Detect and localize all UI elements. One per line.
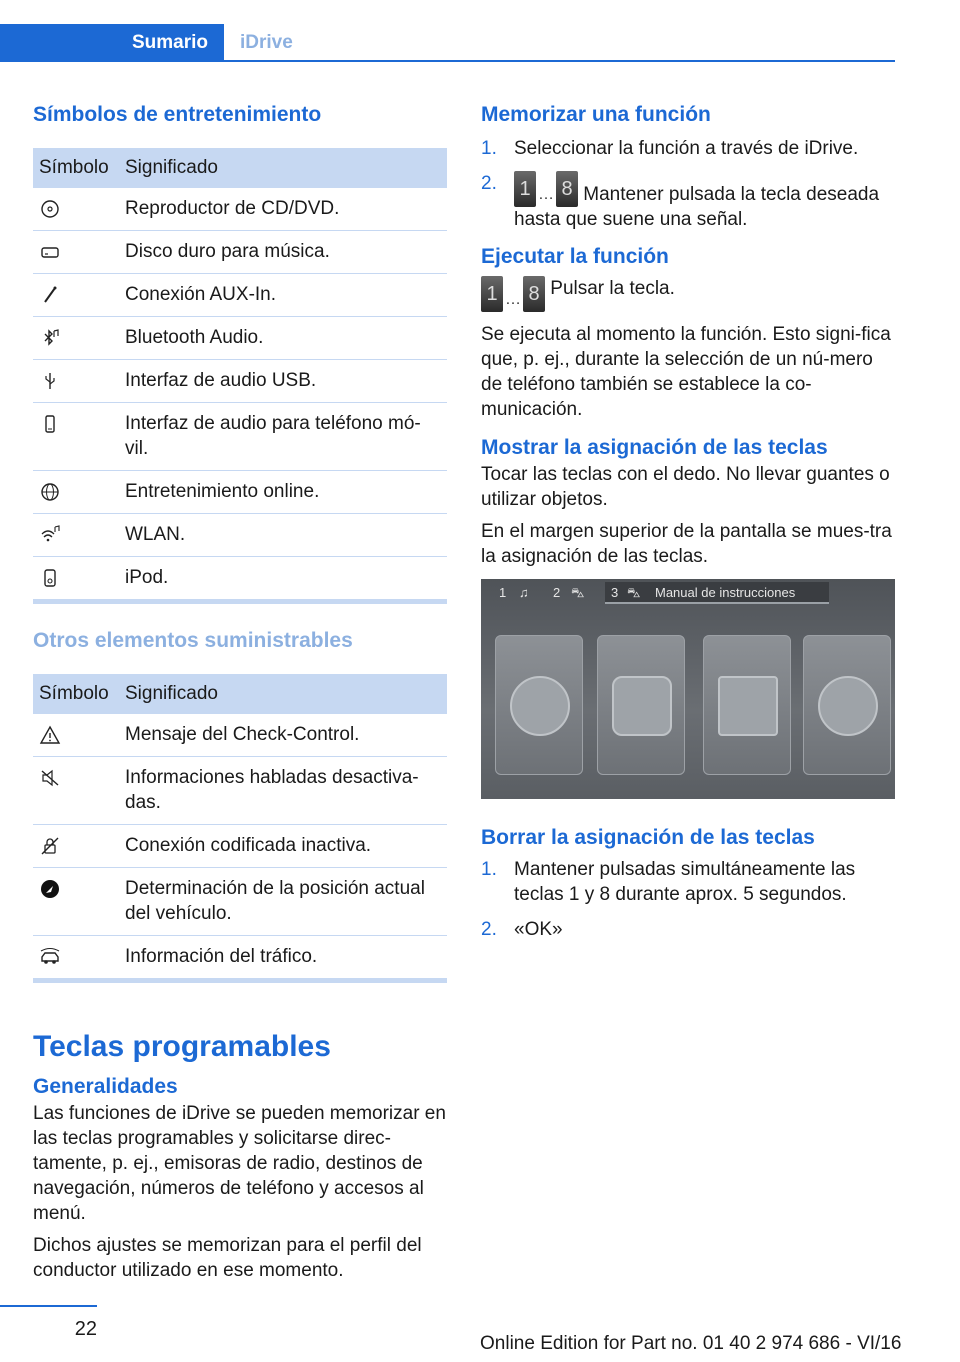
table-row — [33, 188, 447, 231]
table-row — [33, 274, 447, 317]
wlan-icon — [39, 524, 61, 546]
page-number: 22 — [74, 1318, 97, 1340]
list-item: 2. 1 … 8 Mantener pulsada la tecla deseada hasta que suene una señal. — [481, 173, 880, 230]
show-paragraph-1: Tocar las teclas con el dedo. No llevar guantes o utilizar objetos. — [481, 464, 890, 510]
speech-off-icon — [39, 767, 61, 789]
bluetooth-tile — [495, 635, 583, 775]
table-row — [33, 825, 447, 868]
right-column — [481, 100, 895, 952]
aux-plug-icon — [39, 284, 61, 306]
programmable-keys-title: Teclas programables — [33, 1030, 331, 1063]
entertainment-title: Símbolos de entretenimiento — [33, 103, 322, 126]
general-paragraph-2: Dichos ajustes se memorizan para el perfil del conductor utilizado en ese momento. — [33, 1235, 422, 1281]
col-meaning: Significado — [119, 674, 447, 714]
encryption-off-icon — [39, 835, 61, 857]
table-row — [33, 471, 447, 514]
table-row — [33, 231, 447, 274]
symbol-meaning: Interfaz de audio para teléfono mó- vil. — [119, 403, 447, 471]
footer-line — [0, 1305, 97, 1307]
table-row — [33, 403, 447, 471]
online-tile — [803, 635, 891, 775]
table-row — [33, 317, 447, 360]
header-tabs — [0, 24, 895, 62]
delete-title: Borrar la asignación de las teclas — [481, 826, 815, 849]
entertainment-table — [33, 148, 447, 604]
edition-text: Online Edition for Part no. 01 40 2 974 686 - VI/16 — [480, 1333, 902, 1354]
mobile-phone-icon — [39, 413, 61, 435]
disc-icon — [39, 198, 61, 220]
symbol-meaning: Reproductor de CD/DVD. — [119, 188, 447, 231]
general-paragraph-1: Las funciones de iDrive se pueden memorizar en las teclas programables y solicitarse direc-tamente, p. ej., emisoras de radio, destinos de navegación, números de teléfono y accesos al menú. — [33, 1103, 446, 1224]
memorize-title: Memorizar una función — [481, 103, 711, 126]
symbol-meaning: Conexión AUX-In. — [119, 274, 447, 317]
col-symbol: Símbolo — [33, 674, 119, 714]
warning-triangle-icon — [39, 724, 61, 746]
key-1-icon: 1 — [481, 276, 503, 312]
phone-tile — [597, 635, 685, 775]
execute-title: Ejecutar la función — [481, 245, 669, 268]
symbol-meaning: Informaciones habladas desactiva- das. — [119, 757, 447, 825]
col-symbol: Símbolo — [33, 148, 119, 188]
symbol-meaning: Conexión codificada inactiva. — [119, 825, 447, 868]
traffic-car-icon — [39, 946, 61, 968]
ipod-icon — [39, 567, 61, 589]
general-title: Generalidades — [33, 1075, 178, 1098]
symbol-meaning: Información del tráfico. — [119, 936, 447, 981]
music-note-icon: ♫ — [519, 585, 529, 600]
other-table — [33, 674, 447, 983]
symbol-meaning: Disco duro para música. — [119, 231, 447, 274]
key-1-icon: 1 — [514, 171, 536, 207]
symbol-meaning: Interfaz de audio USB. — [119, 360, 447, 403]
show-paragraph-2: En el margen superior de la pantalla se mues-tra la asignación de las teclas. — [481, 521, 892, 567]
symbol-meaning: iPod. — [119, 557, 447, 602]
navigation-tile — [703, 635, 791, 775]
symbol-meaning: Determinación de la posición actual del vehículo. — [119, 868, 447, 936]
table-row — [33, 757, 447, 825]
hard-drive-icon — [39, 241, 61, 263]
list-item: 1. Seleccionar la función a través de iDrive. — [481, 138, 859, 159]
car-icon: ⛍ — [627, 585, 641, 600]
globe-icon — [39, 481, 61, 503]
delete-steps — [481, 857, 895, 942]
left-column — [33, 100, 447, 1290]
position-icon — [39, 878, 61, 900]
symbol-meaning: Entretenimiento online. — [119, 471, 447, 514]
tab-sumario[interactable]: Sumario — [0, 24, 224, 62]
execute-paragraph: Se ejecuta al momento la función. Esto signi-fica que, p. ej., durante la selección de un nú-mero de teléfono también se establece la co-municación. — [481, 324, 891, 420]
other-title: Otros elementos suministrables — [33, 629, 353, 652]
usb-icon — [39, 370, 61, 392]
symbol-meaning: Mensaje del Check-Control. — [119, 714, 447, 757]
car-icon: ⛍ — [571, 585, 585, 600]
table-row — [33, 557, 447, 602]
table-row — [33, 360, 447, 403]
table-row — [33, 514, 447, 557]
tab-idrive[interactable]: iDrive — [240, 32, 293, 53]
list-item: 1. Mantener pulsadas simultáneamente las teclas 1 y 8 durante aprox. 5 segundos. — [481, 859, 856, 905]
table-row — [33, 868, 447, 936]
key-8-icon: 8 — [556, 171, 578, 207]
symbol-meaning: Bluetooth Audio. — [119, 317, 447, 360]
idrive-screen-image — [481, 579, 895, 799]
table-row — [33, 714, 447, 757]
col-meaning: Significado — [119, 148, 447, 188]
bluetooth-audio-icon — [39, 327, 61, 349]
execute-key-line: 1 … 8 Pulsar la tecla. — [481, 276, 895, 312]
show-title: Mostrar la asignación de las teclas — [481, 436, 828, 459]
list-item: 2. «OK» — [481, 919, 563, 940]
table-row — [33, 936, 447, 981]
symbol-meaning: WLAN. — [119, 514, 447, 557]
screen-key-bar: 1 ♫ 2 ⛍ 3 ⛍ Manual de instrucciones — [481, 579, 895, 607]
key-8-icon: 8 — [523, 276, 545, 312]
memorize-steps — [481, 136, 895, 232]
